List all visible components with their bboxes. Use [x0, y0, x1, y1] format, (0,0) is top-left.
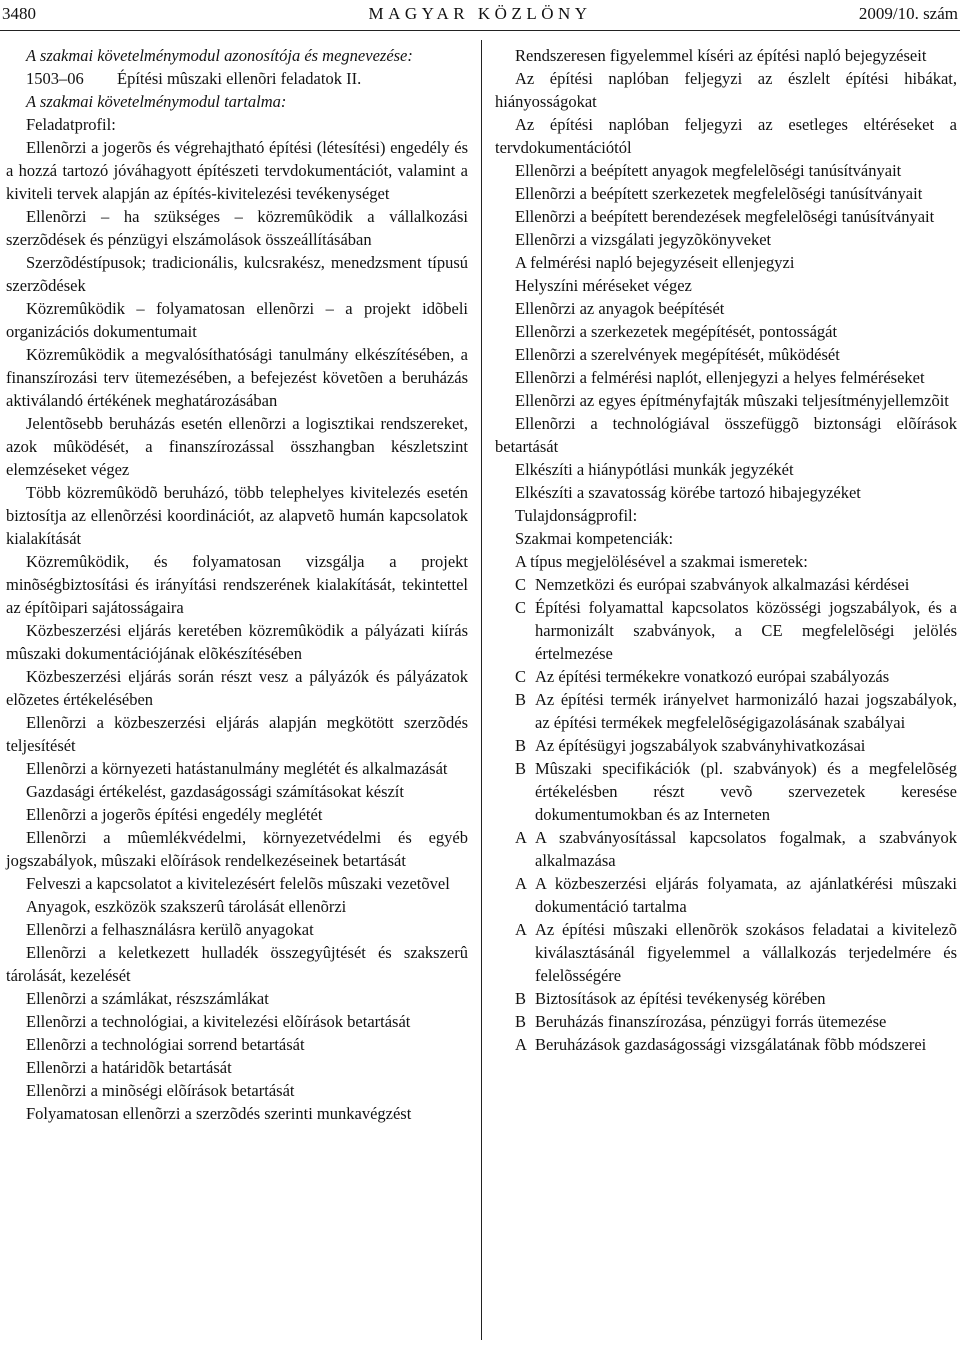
task-item: Ellenõrzi a minõségi elõírások betartását — [26, 1081, 295, 1100]
task-item: Ellenõrzi az anyagok beépítését — [515, 299, 725, 318]
task-item: Ellenõrzi a technológiai, a kivitelezési elõírások betartását — [26, 1012, 411, 1031]
knowledge-level: C — [515, 667, 527, 686]
knowledge-text: A közbeszerzési eljárás folyamata, az ajánlatkérési mûszaki dokumentáció tartalma — [535, 874, 957, 916]
knowledge-level: B — [515, 736, 527, 755]
knowledge-item — [495, 688, 957, 734]
knowledge-text: Az építési termékekre vonatkozó európai szabályozás — [535, 667, 890, 686]
knowledge-text: Beruházás finanszírozása, pénzügyi forrás ütemezése — [535, 1012, 887, 1031]
module-content-label: A szakmai követelménymodul tartalma: — [26, 92, 287, 111]
task-item: Közremûködik a megvalósíthatósági tanulmány elkészítésében, a finanszírozási terv ütemezésében, a befejezést követõen a beruházás aktiválandó értékének meghatározásában — [6, 345, 468, 410]
knowledge-text: A szabványosítással kapcsolatos fogalmak, a szabványok alkalmazása — [535, 828, 957, 870]
module-id-label: A szakmai követelménymodul azonosítója és megnevezése: — [26, 46, 413, 65]
task-item: Ellenõrzi a jogerõs építési engedély meglétét — [26, 805, 323, 824]
task-item: Ellenõrzi a mûemlékvédelmi, környezetvédelmi és egyéb jogszabályok, mûszaki elõírások rendelkezéseinek betartását — [6, 828, 468, 870]
task-item: Ellenõrzi a környezeti hatástanulmány meglétét és alkalmazását — [26, 759, 448, 778]
task-item: Közbeszerzési eljárás keretében közremûködik a pályázati kiírás mûszaki dokumentációjának elõkészítésében — [6, 621, 468, 663]
task-item: Ellenõrzi a keletkezett hulladék összegyûjtését és szakszerû tárolását, kezelését — [6, 943, 468, 985]
knowledge-text: Beruházások gazdaságossági vizsgálatának fõbb módszerei — [535, 1035, 927, 1054]
knowledge-item — [495, 1033, 957, 1056]
task-item: Ellenõrzi a közbeszerzési eljárás alapján megkötött szerzõdés teljesítését — [6, 713, 468, 755]
competences-label: Szakmai kompetenciák: — [515, 529, 674, 548]
issue-number: 2009/10. szám — [858, 4, 958, 23]
knowledge-level: B — [515, 759, 527, 778]
task-item: Közremûködik, és folyamatosan vizsgálja a projekt minõségbiztosítási és irányítási rendszerének kialakítását, tekintettel az építõipari sajátosságaira — [6, 552, 468, 617]
knowledge-list — [495, 573, 957, 1056]
task-item: Közbeszerzési eljárás során részt vesz a pályázók és pályázatok elõzetes értékelésében — [6, 667, 468, 709]
knowledge-item — [495, 918, 957, 987]
knowledge-level: A — [515, 828, 527, 847]
task-item: Több közremûködõ beruházó, több telephelyes kivitelezés esetén biztosítja az ellenõrzési koordinációt, az alapvetõ humán kapcsolatok kialakítását — [6, 483, 468, 548]
task-item: Anyagok, eszközök szakszerû tárolását ellenõrzi — [26, 897, 347, 916]
page-header — [0, 0, 960, 34]
knowledge-item — [495, 826, 957, 872]
knowledge-text: Az építési termék irányelvet harmonizáló hazai jogszabályok, az építési termékek megfelelõségigazolásának szabályai — [535, 690, 957, 732]
task-item: Ellenõrzi a felhasználásra kerülõ anyagokat — [26, 920, 314, 939]
task-item: Ellenõrzi a határidõk betartását — [26, 1058, 232, 1077]
task-item: Ellenõrzi a beépített anyagok megfelelõségi tanúsítványait — [515, 161, 902, 180]
knowledge-item — [495, 573, 957, 596]
knowledge-item — [495, 734, 957, 757]
task-item: Ellenõrzi a jogerõs és végrehajtható építési (létesítési) engedély és a hozzá tartozó jóváhagyott építészeti tervdokumentációt, valamint a kiviteli tervek alapján az építés-kivitelezési tevékenységet — [6, 138, 468, 203]
knowledge-level: A — [515, 1035, 527, 1054]
knowledge-text: Az építési mûszaki ellenõrök szokásos feladatai a kivitelezõ kiválasztásánál figyelemmel a vállalkozás terjedelmére és felelõsségére — [535, 920, 957, 985]
right-column — [495, 44, 957, 1056]
task-item: Rendszeresen figyelemmel kíséri az építési napló bejegyzéseit — [515, 46, 927, 65]
knowledge-level: C — [515, 598, 527, 617]
task-profile-label: Feladatprofil: — [26, 115, 116, 134]
knowledge-text: Építési folyamattal kapcsolatos közösségi jogszabályok, és a harmonizált szabványok, a CE megfelelõségi jelölés értelmezése — [535, 598, 957, 663]
task-item: Elkészíti a szavatosság körébe tartozó hibajegyzéket — [515, 483, 861, 502]
knowledge-level: A — [515, 874, 527, 893]
property-profile-label: Tulajdonságprofil: — [515, 506, 638, 525]
task-item: Elkészíti a hiánypótlási munkák jegyzékét — [515, 460, 794, 479]
task-list-continued — [495, 44, 957, 504]
knowledge-level: C — [515, 575, 527, 594]
knowledge-text: Nemzetközi és európai szabványok alkalmazási kérdései — [535, 575, 910, 594]
task-item: Ellenõrzi a számlákat, részszámlákat — [26, 989, 269, 1008]
module-name: Építési mûszaki ellenõri feladatok II. — [117, 69, 362, 88]
knowledge-level: B — [515, 690, 527, 709]
task-item: Ellenõrzi a szerelvények megépítését, mûködését — [515, 345, 840, 364]
task-item: Gazdasági értékelést, gazdaságossági számításokat készít — [26, 782, 404, 801]
left-column — [6, 44, 468, 1125]
task-item: Közremûködik – folyamatosan ellenõrzi – a projekt idõbeli organizációs dokumentumait — [6, 299, 468, 341]
module-code-line — [6, 67, 468, 90]
knowledge-text: Az építésügyi jogszabályok szabványhivatkozásai — [535, 736, 866, 755]
task-item: Az építési naplóban feljegyzi az esetleges eltéréseket a tervdokumentációtól — [495, 115, 957, 157]
knowledge-intro: A típus megjelölésével a szakmai ismeretek: — [515, 552, 808, 571]
knowledge-text: Mûszaki specifikációk (pl. szabványok) és a megfelelõség értékelésben részt vevõ szervezetek keresése dokumentumokban és az Interneten — [535, 759, 957, 824]
knowledge-item — [495, 665, 957, 688]
task-item: Folyamatosan ellenõrzi a szerzõdés szerinti munkavégzést — [26, 1104, 412, 1123]
knowledge-text: Biztosítások az építési tevékenység körében — [535, 989, 826, 1008]
task-item: Ellenõrzi a beépített berendezések megfelelõségi tanúsítványait — [515, 207, 935, 226]
task-item: Jelentõsebb beruházás esetén ellenõrzi a logisztikai rendszereket, azok mûködését, a finanszírozással összhangban készletszint elemzéseket végez — [6, 414, 468, 479]
column-divider — [481, 40, 482, 1340]
knowledge-item — [495, 1010, 957, 1033]
page-number: 3480 — [2, 4, 36, 23]
knowledge-level: B — [515, 1012, 527, 1031]
task-item: A felmérési napló bejegyzéseit ellenjegyzi — [515, 253, 795, 272]
task-item: Ellenõrzi az egyes építményfajták mûszaki teljesítményjellemzõit — [515, 391, 949, 410]
knowledge-item — [495, 987, 957, 1010]
knowledge-item — [495, 596, 957, 665]
task-item: Az építési naplóban feljegyzi az észlelt építési hibákat, hiányosságokat — [495, 69, 957, 111]
task-item: Ellenõrzi a beépített szerkezetek megfelelõségi tanúsítványait — [515, 184, 923, 203]
header-rule — [0, 30, 960, 31]
knowledge-level: B — [515, 989, 527, 1008]
task-item: Ellenõrzi a vizsgálati jegyzõkönyveket — [515, 230, 772, 249]
module-code: 1503–06 — [26, 69, 84, 88]
task-item: Helyszíni méréseket végez — [515, 276, 692, 295]
task-item: Ellenõrzi a technológiai sorrend betartását — [26, 1035, 305, 1054]
knowledge-level: A — [515, 920, 527, 939]
task-list — [6, 136, 468, 1125]
journal-title: MAGYAR KÖZLÖNY — [368, 4, 592, 23]
task-item: Ellenõrzi a technológiával összefüggõ biztonsági elõírások betartását — [495, 414, 957, 456]
task-item: Ellenõrzi a felmérési naplót, ellenjegyzi a helyes felméréseket — [515, 368, 925, 387]
task-item: Ellenõrzi – ha szükséges – közremûködik a vállalkozási szerzõdések és pénzügyi elszámolások összeállításában — [6, 207, 468, 249]
task-item: Ellenõrzi a szerkezetek megépítését, pontosságát — [515, 322, 838, 341]
task-item: Felveszi a kapcsolatot a kivitelezésért felelõs mûszaki vezetõvel — [26, 874, 450, 893]
knowledge-item — [495, 757, 957, 826]
knowledge-item — [495, 872, 957, 918]
task-item: Szerzõdéstípusok; tradicionális, kulcsrakész, menedzsment típusú szerzõdések — [6, 253, 468, 295]
